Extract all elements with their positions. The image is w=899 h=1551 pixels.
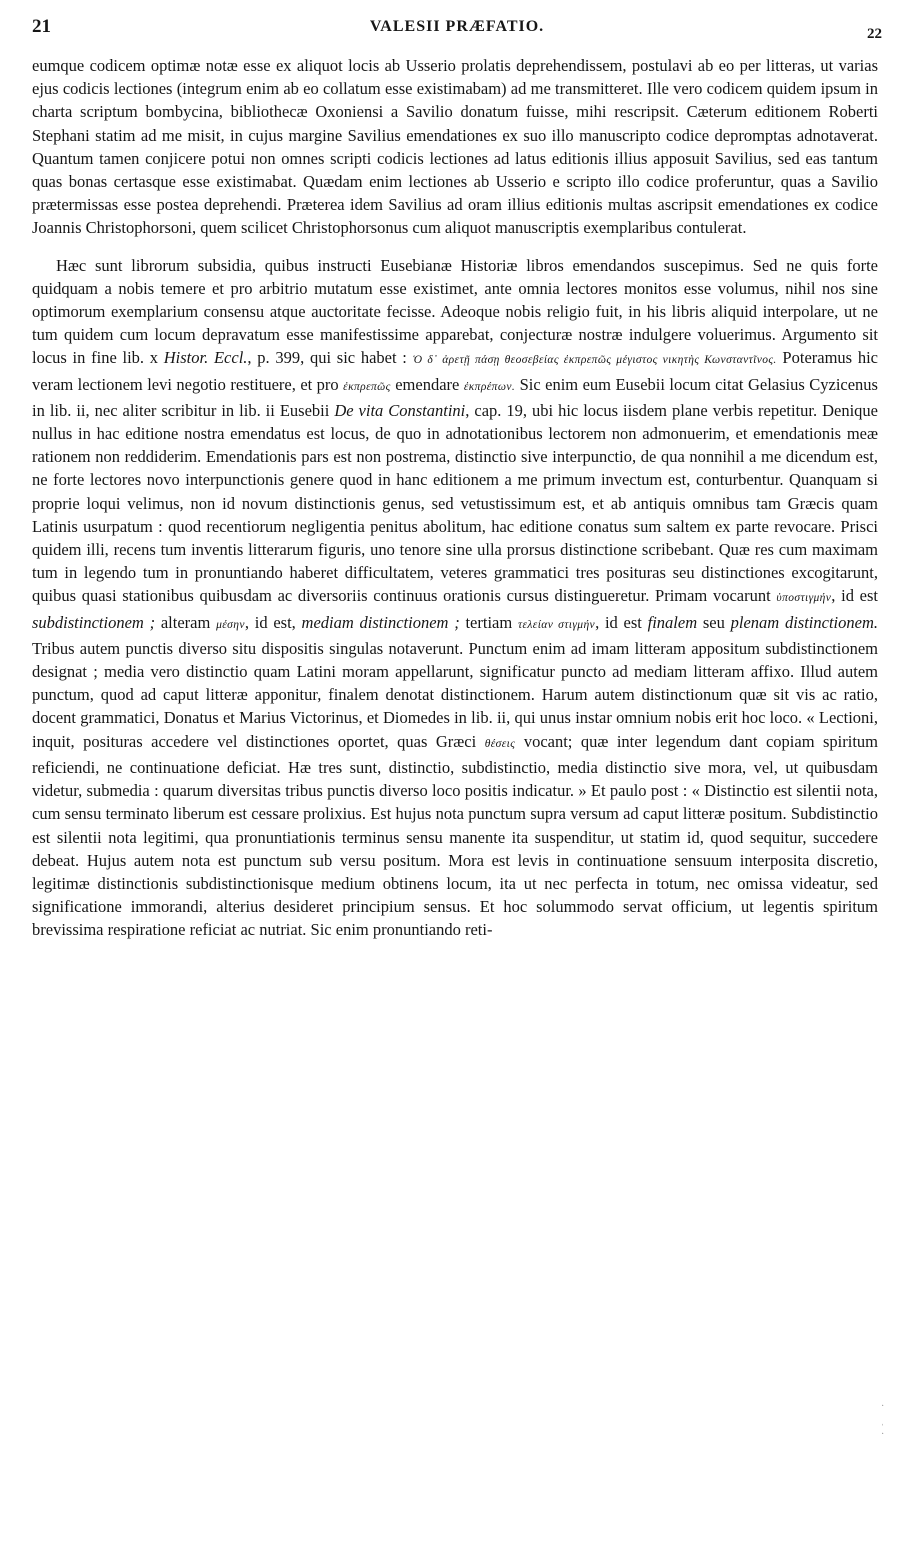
text-run: Poteramus hic veram lectionem levi negotio restituere, et pro — [32, 348, 878, 394]
paragraph-1: eumque codicem optimæ notæ esse ex aliquot locis ab Usserio prolatis deprehendissem, postulavi ab eo per litteras, ut varias ejus codicis lectiones (integrum enim ab eo collatum esse existimabam) ad me transmitteret. Ille vero codicem quidem ipsum in charta scriptum bombycina, bibliothecæ Oxoniensi a Savilio donatum fuisse, mihi rescripsit. Cæterum editionem Roberti Stephani statim ad me misit, in cujus margine Savilius emendationes ex suo illo manuscripto codice depromptas adnotaverat. Quantum tamen conjicere potui non omnes scripti codicis lectiones ad latus editionis illius apposuit Savilius, sed eas tantum quas bonas certasque esse existimabat. Quædam enim lectiones ab Usserio e scripto illo codice proferuntur, quas a Savilio prætermissas esse postea deprehendi. Præterea idem Savilius ad oram illius editionis multas ascripsit emendationes ex codice Joannis Christophorsoni, quem scilicet Christophorsonus cum aliquot manuscriptis exemplaribus contulerat. — [32, 56, 878, 238]
paragraph-2 — [32, 254, 878, 942]
text-run: seu — [697, 612, 731, 632]
text-run: tertiam — [459, 612, 518, 632]
italic-term: plenam distinctionem. — [730, 612, 879, 632]
greek-word: μέσην — [216, 618, 245, 631]
italic-title: Histor. Eccl. — [163, 348, 248, 368]
italic-term: mediam distinctionem ; — [301, 612, 460, 632]
page-number-right: 22 — [867, 26, 882, 42]
text-run: Sic enim eum Eusebii locum citat Gelasius Cyzicenus in lib. ii, nec aliter scribitur in lib. ii Eusebii — [32, 374, 878, 420]
text-run: , cap. 19, ubi hic locus iisdem plane verbis repetitur. Denique nullus in hac editione nostra emendatus est locus, de quo in adnotationibus lectorem non admonuerim, et emendationis meæ rationem non reddiderim. Emendationis pars est non postrema, distinctio sive interpunctio, de qua nonnihil a me dicendum est, ne forte lectores novo interpunctionis genere quod in hanc editionem a me primum invectum est, conturbentur. Quanquam si proprie loqui velimus, non id novum distinctionis genus, sed vetustissimum est, et ab antiquis omnibus tam Græcis quam Latinis usurpatum : quod recentiorum negligentia penitus abolitum, hac editione conatus sum saltem ex parte revocare. Prisci quidem illi, recens tum inventis litterarum figuris, uno tenore sine ulla prorsus distinctione scribebant. Quæ res cum maximam tum in legendo tum in pronuntiando haberet difficultatem, veteres grammatici tres posituras seu distinctiones excogitarunt, quibus quasi stationibus quibusdam ac diversoriis continuus orationis cursus distingueretur. Primam vocarunt — [32, 400, 878, 606]
text-run: emendare — [390, 374, 464, 394]
greek-word: ἐκπρέπων. — [463, 380, 516, 393]
text-run: , id est, — [244, 612, 302, 632]
greek-word: τελείαν στιγμήν — [517, 618, 596, 631]
running-header — [32, 10, 882, 40]
text-run: , id est — [831, 586, 878, 606]
greek-quotation: Ὁ δ᾽ ἀρετῇ πάσῃ θεοσεβείας ἐκπρεπῶς μέγιστος νικητὴς Κωνσταντῖνος. — [412, 354, 777, 367]
italic-term: finalem — [647, 612, 698, 632]
text-run: Hæc sunt librorum subsidia, quibus instructi Eusebianæ Historiæ libros emendandos suscepimus. Sed ne quis forte quidquam a nobis temere et pro arbitrio mutatum esse existimet, ante omnia lectores monitos esse volumus, nihil nos sine optimorum exemplarium consensu atque auctoritate fecisse. Adeoque nobis religio fuit, in his libris aliquid interpolare, ut ne tum quidem cum locum depravatum esse manifestissime apparebat, conjecturæ nostræ indulgere voluerimus. Argumento sit locus in fine lib. x — [32, 255, 878, 368]
running-title: VALESII PRÆFATIO. — [369, 18, 545, 35]
greek-word: θέσεις — [484, 737, 516, 750]
text-run: alteram — [155, 612, 217, 632]
page-number-left: 21 — [32, 16, 51, 37]
greek-word: ἐκπρεπῶς — [343, 380, 391, 393]
greek-word: ὑποστιγμήν — [776, 592, 832, 605]
italic-term: subdistinctionem ; — [32, 612, 156, 632]
text-run: , id est — [595, 612, 648, 632]
page-body — [32, 54, 878, 942]
text-run: vocant; quæ inter legendum dant copiam spiritum reficiendi, ne continuatione deficiat. Hæ tres sunt, distinctio, subdistinctio, media distinctio sive mora, vel, ut quibusdam videtur, submedia : quarum diversitas tribus punctis diverso loco positis indicatur. » Et paulo post : « Distinctio est silentii nota, cum sensu terminato liberum est cessare prolixius. Est hujus nota punctum supra versum ad caput litteræ positum. Subdistinctio est silentii nota legitimi, qua pronuntiationis terminus sensu manente ita suspenditur, ut statim id, quod sequitur, succedere debeat. Hujus autem nota est punctum sub versu positum. Mora est levis in continuatione sensuum interposita discretio, legitimæ distinctionis subdistinctionisque medium obtinens locum, ita ut nec perfecta in totum, nec omissa videatur, sed significatione immorandi, alterius desideret principium sensus. Et hoc solummodo servat officium, ut legentis spiritum brevissima respiratione reficiat ac nutriat. Sic enim pronuntiando reti- — [32, 731, 879, 940]
text-run: Tribus autem punctis diverso situ dispositis singulas notaverunt. Punctum enim ad imam litteram appositum subdistinctionem designat ; media vero distinctio quam Latini moram appellarunt, significatur puncto ad mediam litteram affixo. Illud autem punctum, quod ad caput litteræ apponitur, finalem denotat distinctionem. Harum autem distinctionum quæ sit vis ac ratio, docent grammatici, Donatus et Marius Victorinus, et Diomedes in lib. ii, qui unus instar omnium nobis erit hoc loco. « Lectioni, inquit, posituras accedere vel distinctiones oportet, quas Græci — [32, 638, 878, 751]
italic-title: De vita Constantini — [334, 400, 466, 420]
margin-speckle: · ˌ · — [881, 1401, 885, 1440]
text-run: , p. 399, qui sic habet : — [247, 348, 413, 368]
